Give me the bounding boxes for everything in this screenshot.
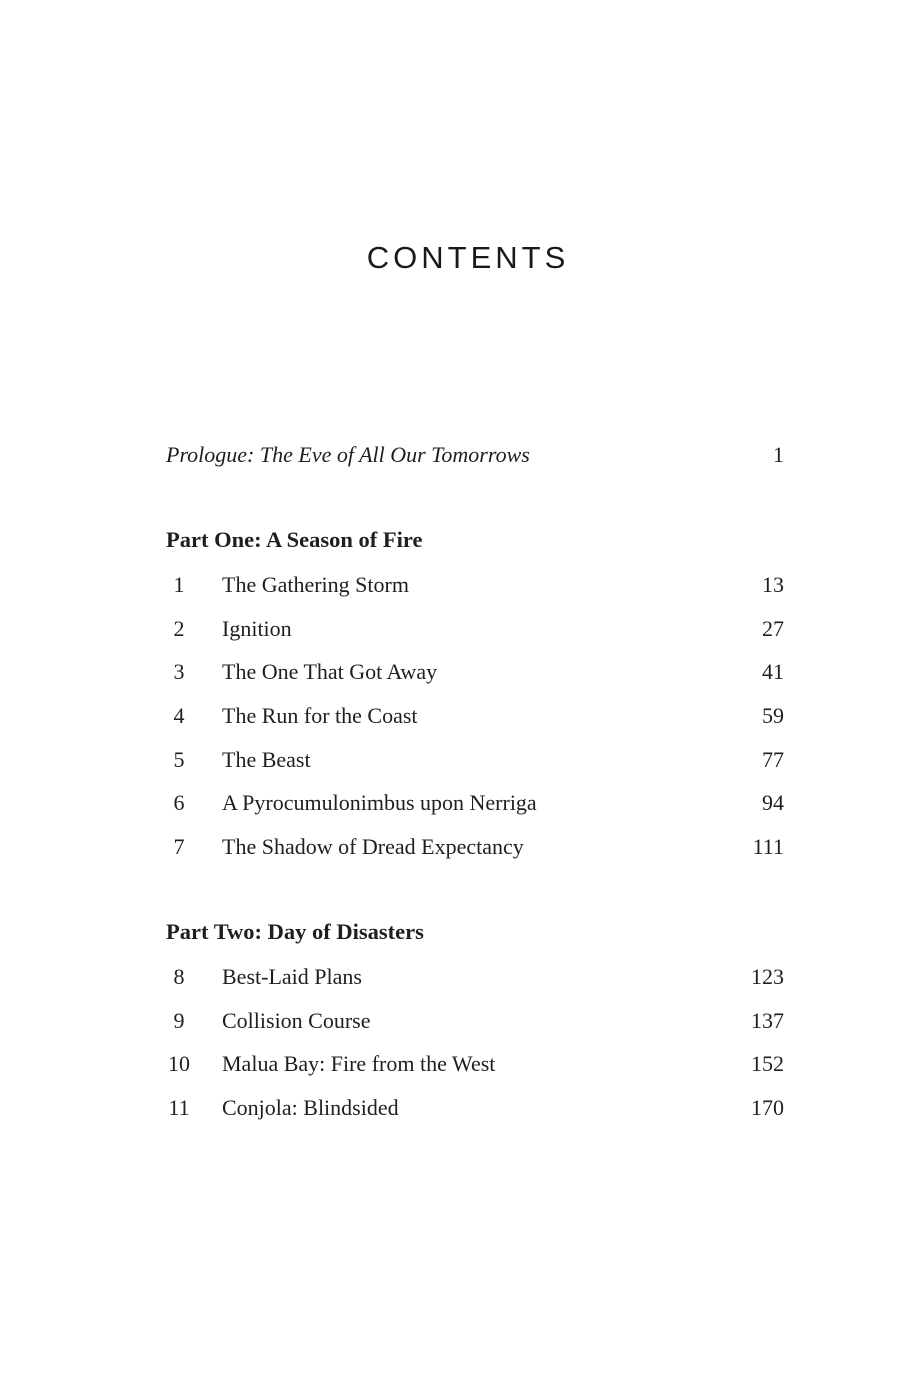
toc-entry-chapter[interactable] [166,657,784,687]
chapter-page-number: 152 [751,1051,784,1076]
chapter-title: Ignition [222,616,292,641]
chapter-page-number: 13 [762,572,784,597]
chapter-page-number: 41 [762,659,784,684]
chapter-title: A Pyrocumulonimbus upon Nerriga [222,790,537,815]
chapter-title: The Beast [222,747,311,772]
chapter-title: The One That Got Away [222,659,438,684]
chapter-title: Conjola: Blindsided [222,1095,399,1120]
part-heading-one: Part One: A Season of Fire [166,527,423,552]
chapter-page-number: 170 [751,1095,784,1120]
chapter-title: Best-Laid Plans [222,964,362,989]
entry-title: Prologue: The Eve of All Our Tomorrows [166,442,530,467]
toc-entry-chapter[interactable] [166,832,784,862]
toc-entry-chapter[interactable] [166,701,784,731]
chapter-number: 10 [168,1051,190,1076]
chapter-page-number: 77 [762,747,784,772]
toc-entry-chapter[interactable] [166,962,784,992]
chapter-page-number: 59 [762,703,784,728]
chapter-page-number: 123 [751,964,784,989]
chapter-number: 7 [173,834,185,859]
toc-entry-chapter[interactable] [166,788,784,818]
toc-entry-prologue[interactable] [166,440,784,470]
chapter-number: 9 [173,1008,185,1033]
toc-entry-chapter[interactable] [166,1093,784,1123]
toc-entry-chapter[interactable] [166,745,784,775]
toc-entry-chapter[interactable] [166,570,784,600]
chapter-title: The Shadow of Dread Expectancy [222,834,524,859]
chapter-page-number: 111 [752,834,784,859]
chapter-number: 3 [173,659,185,684]
chapter-title: Collision Course [222,1008,371,1033]
page-title: CONTENTS [366,240,570,275]
part-heading-two: Part Two: Day of Disasters [166,919,424,944]
chapter-title: Malua Bay: Fire from the West [222,1051,496,1076]
chapter-number: 1 [173,572,185,597]
toc-entry-chapter[interactable] [166,1006,784,1036]
entry-page-number: 1 [773,442,784,467]
chapter-title: The Gathering Storm [222,572,409,597]
chapter-number: 11 [168,1095,190,1120]
chapter-page-number: 137 [751,1008,784,1033]
chapter-page-number: 27 [762,616,784,641]
chapter-number: 4 [173,703,185,728]
toc-entry-chapter[interactable] [166,614,784,644]
chapter-title: The Run for the Coast [222,703,418,728]
chapter-number: 5 [173,747,185,772]
chapter-number: 6 [173,790,185,815]
chapter-number: 8 [173,964,185,989]
chapter-number: 2 [173,616,185,641]
chapter-page-number: 94 [762,790,784,815]
toc-entry-chapter[interactable] [166,1049,784,1079]
